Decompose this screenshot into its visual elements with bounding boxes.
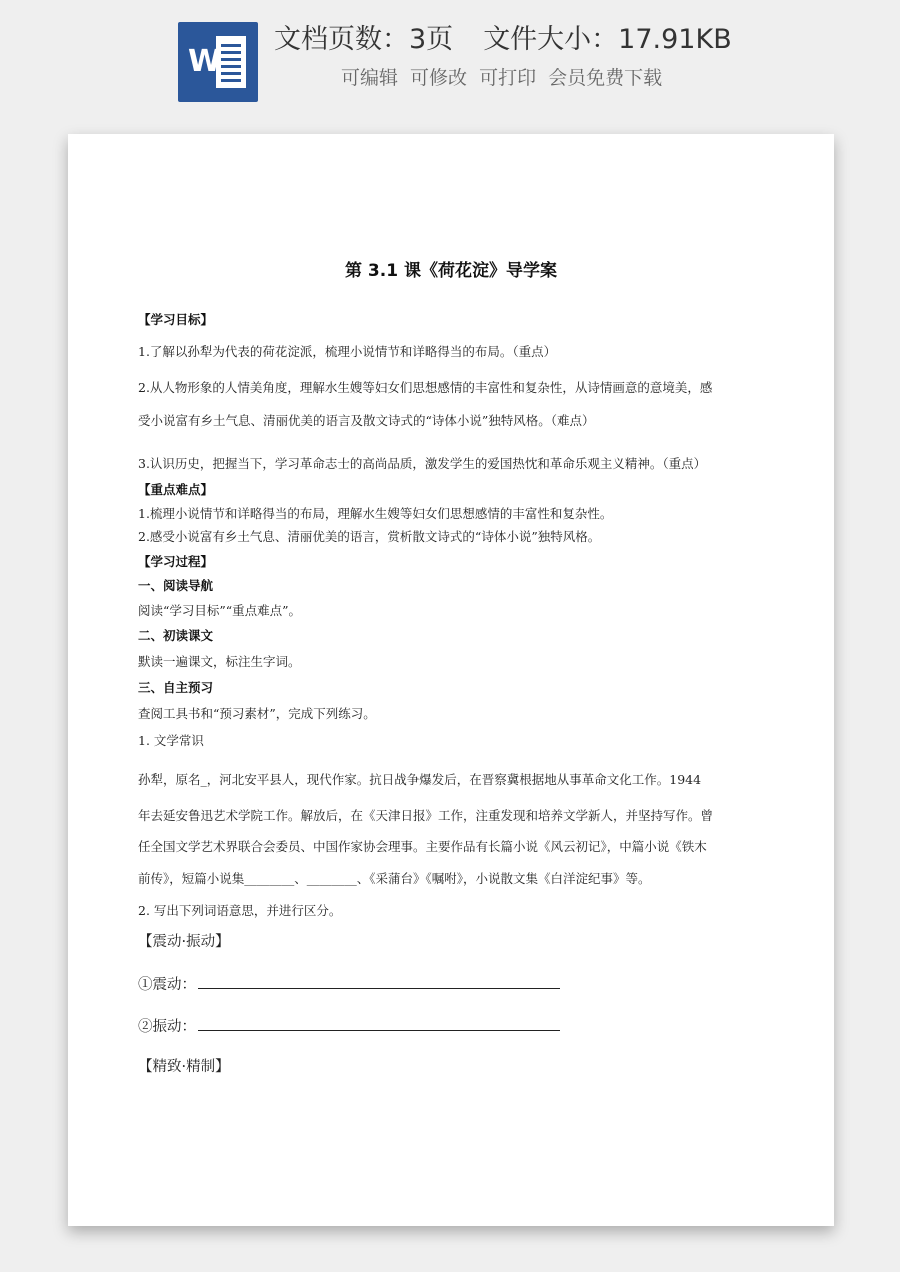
word-pair-1: 【震动·振动】 [138, 934, 230, 950]
page-count: 文档页数：3页 [274, 24, 454, 55]
author-bio-line-1: 孙犁，原名_，河北安平县人，现代作家。抗日战争爆发后，在晋察冀根据地从事革命文化工作。1944 [138, 772, 702, 787]
document-title: 第 3.1 课《荷花淀》导学案 [345, 261, 557, 281]
answer-row-zhendong-2 [138, 1016, 560, 1038]
step-2-title: 二、初读课文 [138, 628, 214, 643]
goal-1: 1.了解以孙犁为代表的荷花淀派，梳理小说情节和详略得当的布局。（重点） [138, 344, 557, 359]
answer-blank-zhendong[interactable] [198, 974, 560, 989]
word-letter: W [188, 44, 222, 79]
section-learning-process: 【学习过程】 [138, 554, 214, 569]
author-bio-line-2: 年去延安鲁迅艺术学院工作。解放后，在《天津日报》工作，注重发现和培养文学新人，并坚持写作。曾 [138, 808, 714, 823]
exercise-2-label: 2. 写出下列词语意思，并进行区分。 [138, 903, 342, 918]
word-pair-2: 【精致·精制】 [138, 1059, 230, 1075]
word-document-icon [178, 22, 258, 102]
key-point-1: 1.梳理小说情节和详略得当的布局，理解水生嫂等妇女们思想感情的丰富性和复杂性。 [138, 506, 613, 521]
file-size: 文件大小：17.91KB [483, 24, 732, 55]
answer-row-zhendong [138, 974, 560, 996]
author-bio-line-3: 任全国文学艺术界联合会委员、中国作家协会理事。主要作品有长篇小说《风云初记》，中篇小说《铁木 [138, 839, 707, 854]
feature-list: 可编辑 可修改 可打印 会员免费下载 [341, 67, 663, 89]
goal-3: 3.认识历史，把握当下，学习革命志士的高尚品质，激发学生的爱国热忱和革命乐观主义精神。（重点） [138, 456, 707, 471]
goal-2-line-1: 2.从人物形象的人情美角度，理解水生嫂等妇女们思想感情的丰富性和复杂性，从诗情画意的意境美，感 [138, 380, 713, 395]
exercise-1-label: 1. 文学常识 [138, 733, 204, 748]
step-3-title: 三、自主预习 [138, 680, 214, 695]
key-point-2: 2.感受小说富有乡土气息、清丽优美的语言，赏析散文诗式的“诗体小说”独特风格。 [138, 529, 601, 544]
answer-label-zhendong: ①震动： [138, 977, 196, 993]
goal-2-line-2: 受小说富有乡土气息、清丽优美的语言及散文诗式的“诗体小说”独特风格。（难点） [138, 413, 595, 428]
download-banner [0, 0, 900, 120]
answer-blank-zhendong-2[interactable] [198, 1016, 560, 1031]
document-page [68, 134, 834, 1226]
section-learning-goals: 【学习目标】 [138, 312, 214, 327]
section-key-points: 【重点难点】 [138, 482, 214, 497]
answer-label-zhendong-2: ②振动： [138, 1019, 196, 1035]
step-2-text: 默读一遍课文，标注生字词。 [138, 654, 301, 669]
step-3-text: 查阅工具书和“预习素材”，完成下列练习。 [138, 706, 376, 721]
file-info [274, 20, 732, 60]
author-bio-line-4: 前传》，短篇小说集________、________、《采蒲台》《嘱咐》，小说散文集《白洋淀纪事》等。 [138, 871, 651, 886]
step-1-title: 一、阅读导航 [138, 578, 214, 593]
step-1-text: 阅读“学习目标”“重点难点”。 [138, 603, 302, 618]
